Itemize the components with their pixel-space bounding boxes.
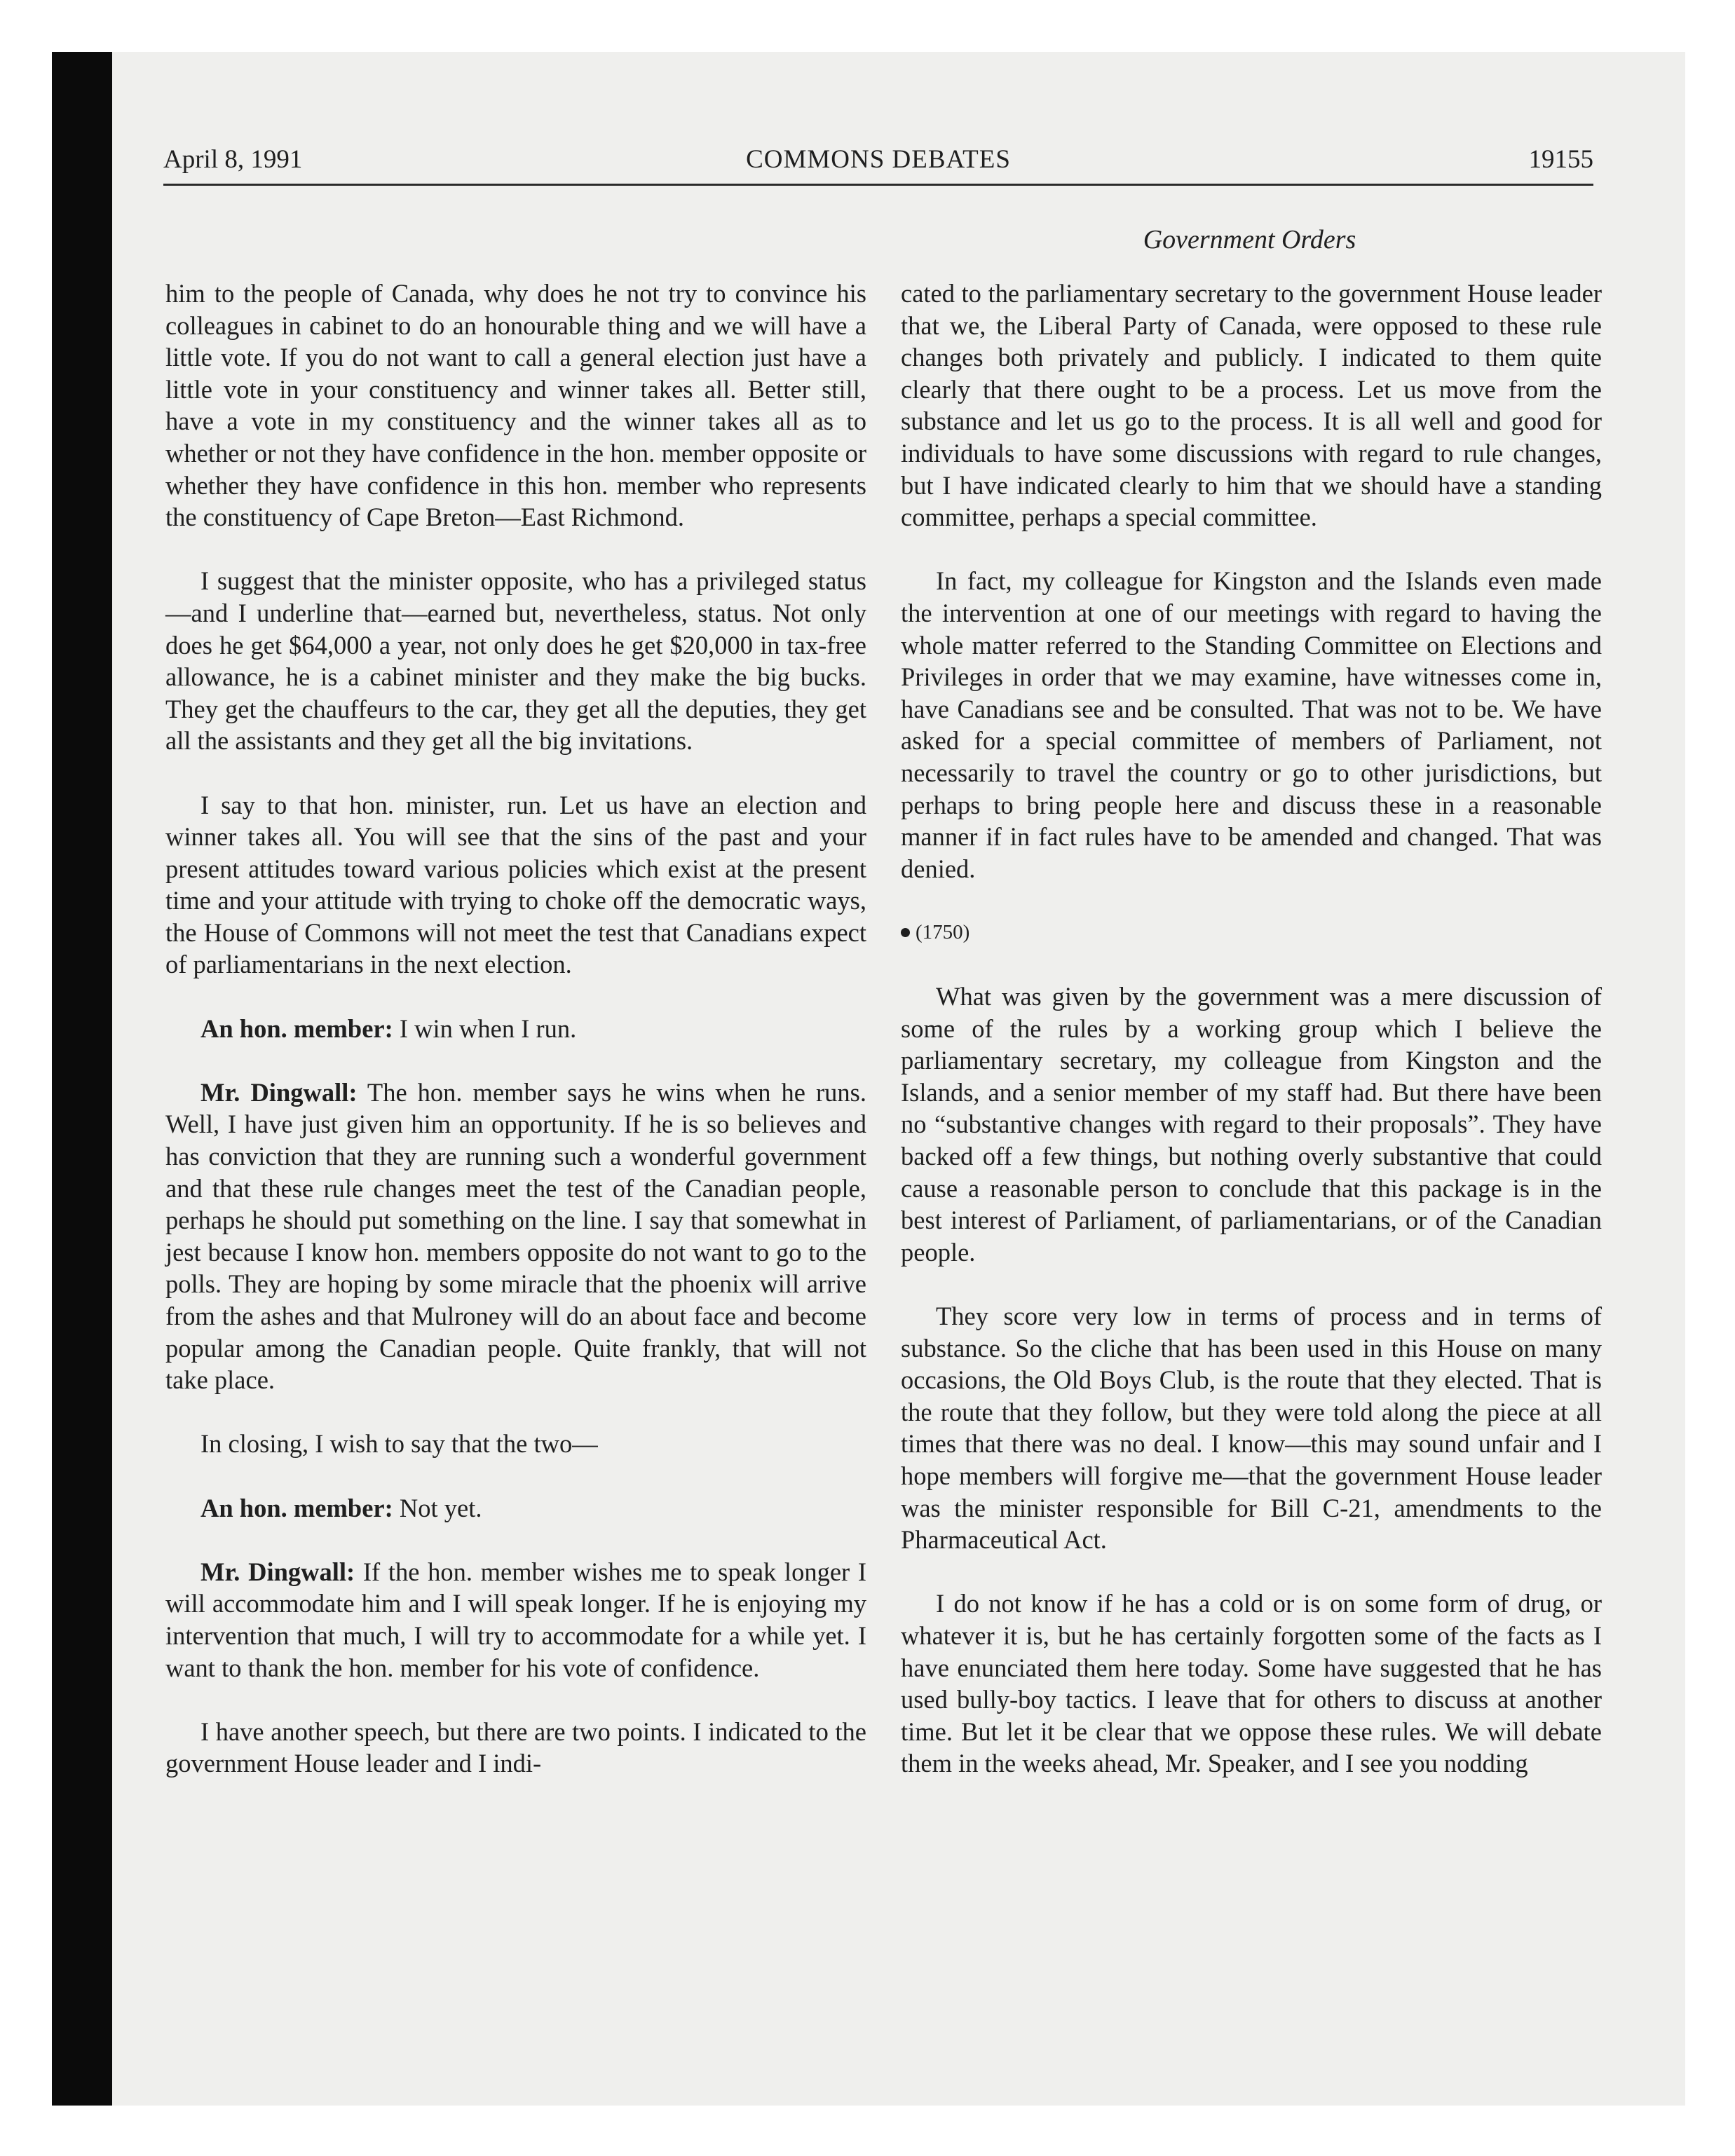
speech-text: I win when I run. (393, 1014, 577, 1043)
speech-text: If the hon. member wishes me to speak longer I will accommodate him and I will speak longer. If he is enjoying my intervention that much, I will try to accommodate for a while yet. I want to thank the hon. member for his vote of confidence. (165, 1557, 866, 1682)
paragraph: I suggest that the minister opposite, who has a privileged status—and I underline that—earned but, nevertheless, status. Not only does he get $64,000 a year, not only does he get $20,000 in tax-free allowance, he is a cabinet minister and they make the big bucks. They get the chauffeurs to the car, they get all the deputies, they get all the assistants and they get all the big invitations. (165, 566, 866, 756)
header-rule (163, 184, 1593, 186)
left-column (165, 278, 866, 1780)
header-date: April 8, 1991 (163, 145, 303, 174)
speech-paragraph (165, 1556, 866, 1684)
speaker-name: Mr. Dingwall: (200, 1077, 358, 1107)
speech-paragraph (165, 1492, 866, 1524)
paragraph: him to the people of Canada, why does he not try to convince his colleagues in cabinet to do an honourable thing and we will have a little vote. If you do not want to call a general election just have a little vote in your constituency and winner takes all. Better still, have a vote in my constituency and the winner takes all as to whether or not they have confidence in the hon. member opposite or whether they have confidence in this hon. member who represents the constituency of Cape Breton—East Richmond. (165, 279, 866, 532)
paragraph: I have another speech, but there are two points. I indicated to the government House leader and I indi- (165, 1717, 866, 1778)
right-column (901, 278, 1602, 1780)
paragraph: In closing, I wish to say that the two— (200, 1429, 598, 1459)
speaker-name: An hon. member: (200, 1014, 393, 1043)
speech-paragraph (165, 1077, 866, 1396)
section-heading: Government Orders (1143, 225, 1356, 254)
running-head (163, 139, 1593, 181)
speaker-name: An hon. member: (200, 1493, 393, 1522)
header-title: COMMONS DEBATES (746, 145, 1011, 174)
speech-text: Not yet. (393, 1493, 482, 1522)
bullet-icon (901, 928, 910, 937)
paragraph: I do not know if he has a cold or is on some form of drug, or whatever it is, but he has certainly forgotten some of the facts as I have enunciated them here today. Some have suggested that he has used bully-boy tactics. I leave that for others to discuss at another time. But let it be clear that we oppose these rules. We will debate them in the weeks ahead, Mr. Speaker, and I see you nodding (901, 1589, 1602, 1778)
speaker-name: Mr. Dingwall: (200, 1557, 355, 1586)
paragraph: In fact, my colleague for Kingston and the Islands even made the intervention at one of our meetings with regard to having the whole matter referred to the Standing Committee on Elections and Privileges in order that we may examine, have witnesses come in, have Canadians see and be consulted. That was not to be. We have asked for a special committee of members of Parliament, not necessarily to travel the country or go to other jurisdictions, but perhaps to bring people here and discuss these in a reasonable manner if in fact rules have to be amended and changed. That was denied. (901, 566, 1602, 883)
paragraph: I say to that hon. minister, run. Let us have an election and winner takes all. You will see that the sins of the past and your present attitudes toward various policies which exist at the present time and your attitude with trying to choke off the democratic ways, the House of Commons will not meet the test that Canadians expect of parliamentarians in the next election. (165, 790, 866, 979)
time-marker (901, 917, 1602, 949)
speech-text: The hon. member says he wins when he runs. Well, I have just given him an opportunity. If he is so believes and has conviction that they are running such a wonderful government and that these rule changes meet the test of the Canadian people, perhaps he should put something on the line. I say that somewhat in jest because I know hon. members opposite do not want to go to the polls. They are hoping by some miracle that the phoenix will arrive from the ashes and that Mulroney will do an about face and become popular among the Canadian people. Quite frankly, that will not take place. (165, 1077, 866, 1395)
time-marker-text: (1750) (916, 920, 970, 943)
paragraph: They score very low in terms of process and in terms of substance. So the cliche that has been used in this House on many occasions, the Old Boys Club, is the route that they elected. That is the route that they follow, but they were told along the piece at all times that there was no deal. I know—this may sound unfair and I hope members will forgive me—that the government House leader was the minister responsible for Bill C-21, amendments to the Pharmaceutical Act. (901, 1302, 1602, 1555)
binding-edge (52, 52, 112, 2106)
speech-paragraph (165, 1013, 866, 1045)
paragraph: What was given by the government was a mere discussion of some of the rules by a working group which I believe the parliamentary secretary, my colleague from Kingston and the Islands, and a senior member of my staff had. But there have been no “substantive changes with regard to their proposals”. They have backed off a few things, but nothing overly substantive that could cause a reasonable person to conclude that this package is in the best interest of Parliament, of parliamentarians, or of the Canadian people. (901, 982, 1602, 1267)
paragraph: cated to the parliamentary secretary to the government House leader that we, the Liberal Party of Canada, were opposed to these rule changes both privately and publicly. I indicated to them quite clearly that there ought to be a process. Let us move from the substance and let us go to the process. It is all well and good for individuals to have some discussions with regard to rule changes, but I have indicated clearly to him that we should have a standing committee, perhaps a special committee. (901, 279, 1602, 532)
header-page-number: 19155 (1528, 145, 1593, 174)
